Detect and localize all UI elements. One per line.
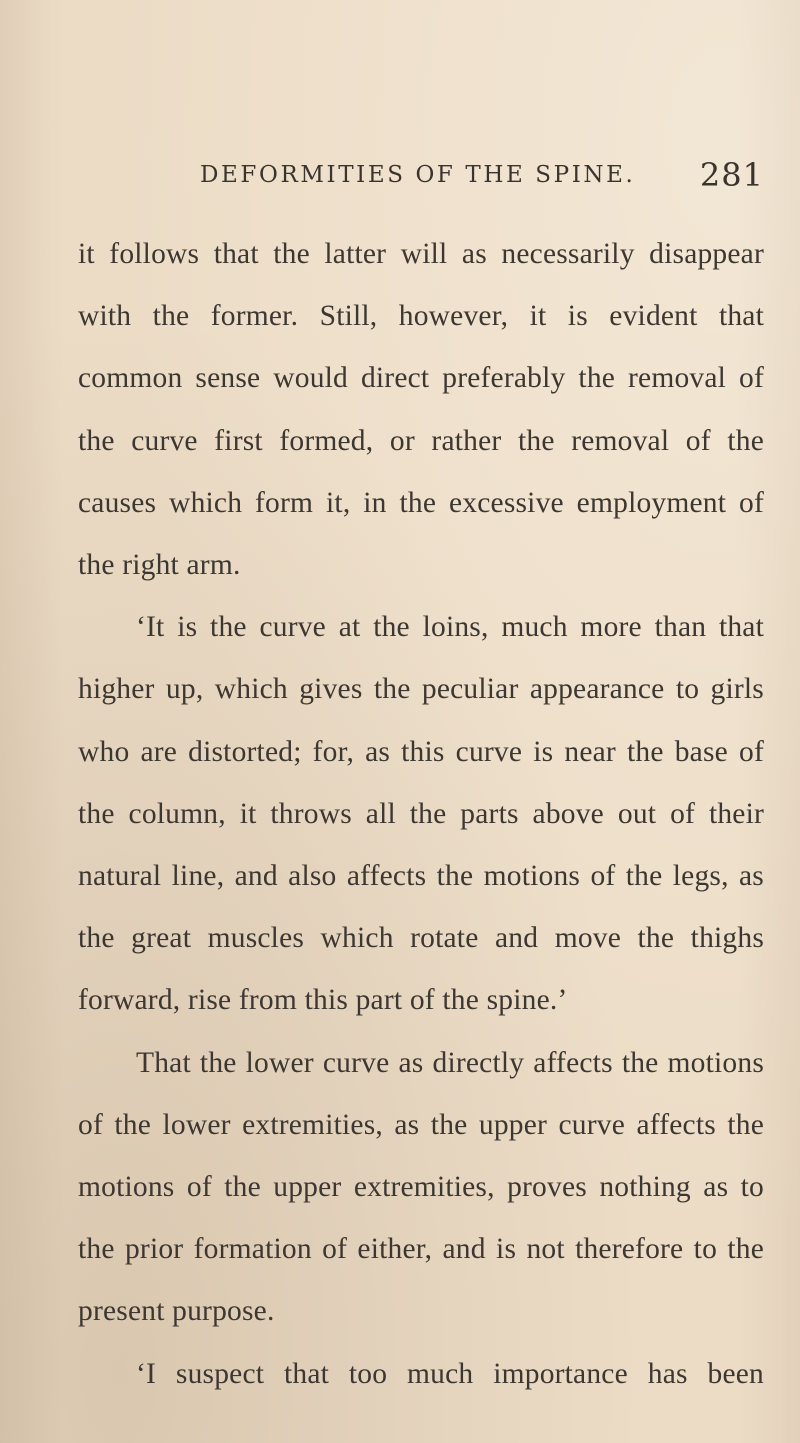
page-header <box>78 156 764 200</box>
page-number: 281 <box>699 156 764 194</box>
paragraph-lower-curve: That the lower curve as directly affects the motions of the lower extremities, as the upper curve affects the motions of the upper extremities, proves nothing as to the prior formation of either, and is not therefore to the present purpose. <box>78 1046 764 1328</box>
paragraph-quote-loins: ‘It is the curve at the loins, much more than that higher up, which gives the peculiar appearance to girls who are distorted; for, as this curve is near the base of the column, it throws all the parts above out of their natural line, and also affects the motions of the legs, as the great muscles which rotate and move the thighs forward, rise from this part of the spine.’ <box>78 611 764 1017</box>
paragraph-suspect: ‘I suspect that too much importance has been <box>136 1357 764 1390</box>
running-head: DEFORMITIES OF THE SPINE. <box>200 162 636 188</box>
body-text <box>78 223 764 1405</box>
paragraph-continuation: it follows that the latter will as necessarily disappear with the former. Still, however, it is evident that common sense would direct preferably the removal of the curve first formed, or rather the removal of the causes which form it, in the excessive employment of the right arm. <box>78 238 764 582</box>
